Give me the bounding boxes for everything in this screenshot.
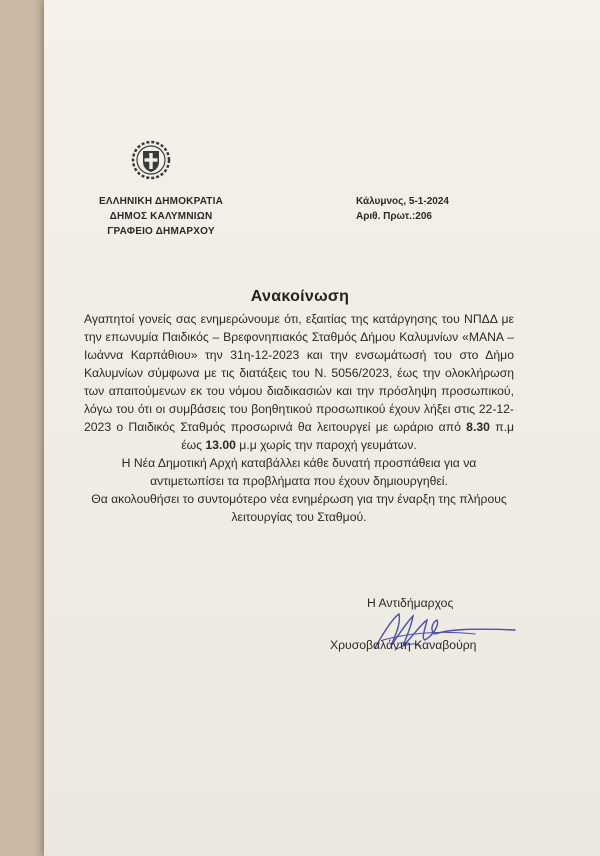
time-to: 13.00 [205,438,236,452]
paragraph-1-end: μ.μ χωρίς την παροχή γευμάτων. [239,438,417,452]
paragraph-1-middle: π.μ έως [181,420,515,452]
time-from: 8.30 [466,420,490,434]
issuer-municipality: ΔΗΜΟΣ ΚΑΛΥΜΝΙΩΝ [109,211,213,222]
announcement-body [84,310,514,526]
signatory-name: Χρυσοβαλάντη Καναβούρη [330,638,477,652]
reference-block [356,194,476,224]
place-date: Κάλυμνος, 5-1-2024 [356,196,449,207]
issuer-block [86,194,236,239]
document-title: Ανακοίνωση [250,288,350,305]
greek-coat-of-arms-icon [131,140,171,180]
issuer-office: ΓΡΑΦΕΙΟ ΔΗΜΑΡΧΟΥ [107,226,215,237]
paragraph-2: Η Νέα Δημοτική Αρχή καταβάλλει κάθε δυνατή προσπάθεια για να αντιμετωπίσει τα προβλήματα που έχουν δημιουργηθεί. [121,456,477,488]
issuer-country: ΕΛΛΗΝΙΚΗ ΔΗΜΟΚΡΑΤΙΑ [98,196,224,207]
protocol-number: Αριθ. Πρωτ.:206 [356,211,432,222]
paragraph-1 [84,310,514,454]
paragraph-1-text: Αγαπητοί γονείς σας ενημερώνουμε ότι, εξαιτίας της κατάργησης του ΝΠΔΔ με την επωνυμία Παιδικός – Βρεφονηπιακός Σταθμός Δήμου Καλυμνίων «ΜΑΝΑ – Ιωάννα Καρπάθιου» την 31η-12-2023 και την ενσωμάτωσή του στο Δήμο Καλυμνίων σύμφωνα με τις διατάξεις του Ν. 5056/2023, έως την ολοκλήρωση των απαιτούμενων εκ του νόμου διαδικασιών και την πρόσληψη προσωπικού, λόγω του ότι οι συμβάσεις του βοηθητικού προσωπικού έχουν λήξει στις 22-12-2023 ο Παιδικός Σταθμός προσωρινά θα λειτουργεί με ωράριο από [84,312,514,434]
paragraph-3: Θα ακολουθήσει το συντομότερο νέα ενημέρωση για την έναρξη της πλήρους λειτουργίας του Σταθμού. [91,492,507,524]
signatory-title: Η Αντιδήμαρχος [367,596,454,610]
